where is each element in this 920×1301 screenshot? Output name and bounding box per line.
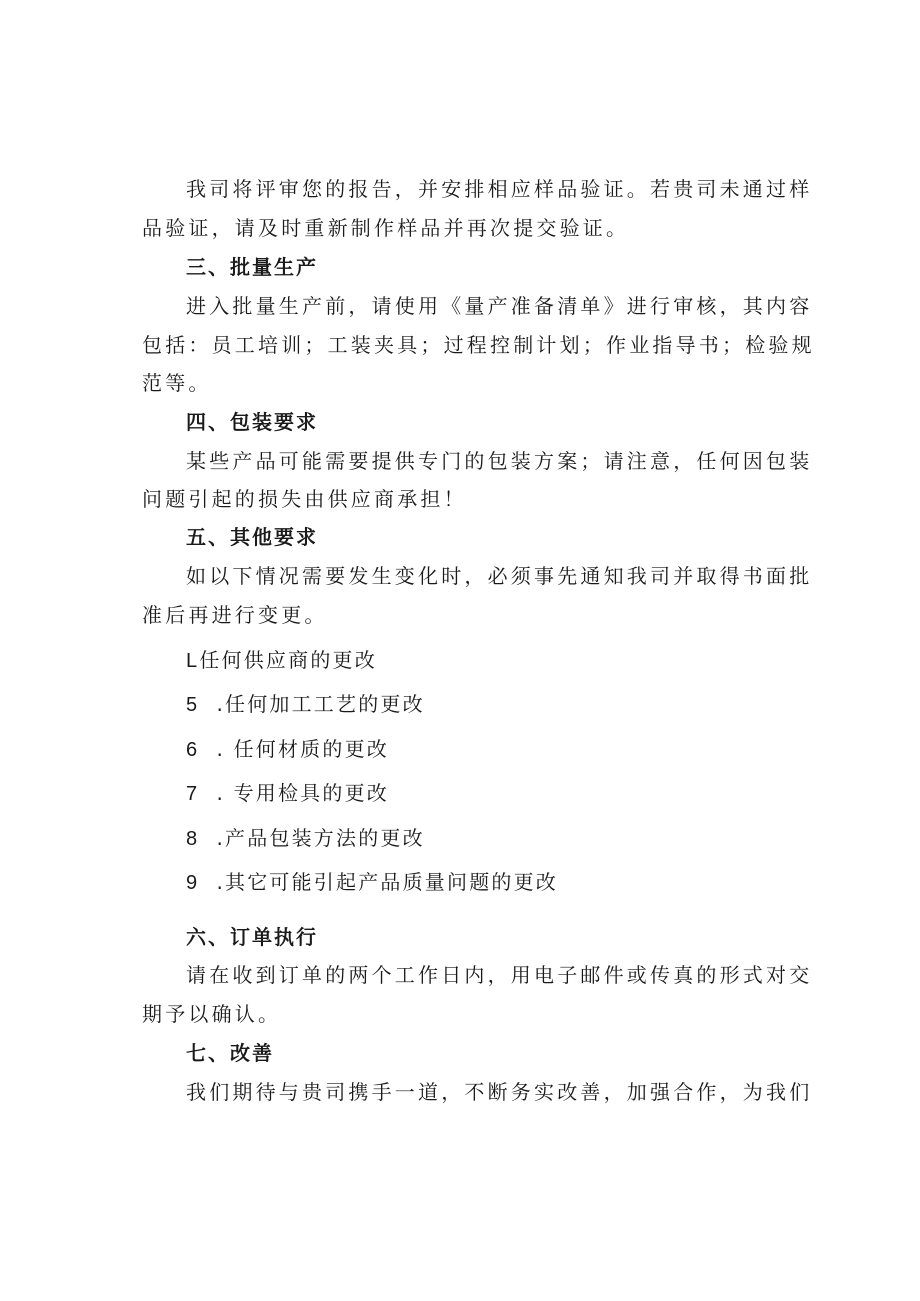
list-item-number: 8	[186, 828, 200, 850]
list-item-text: . 专用检具的更改	[216, 781, 389, 805]
section4-line-1: 某些产品可能需要提供专门的包装方案；请注意，任何因包装	[186, 449, 813, 473]
section7-line-1: 我们期待与贵司携手一道，不断务实改善，加强合作，为我们	[186, 1080, 813, 1104]
section6-line-2: 期予以确认。	[142, 1002, 282, 1026]
list-item-text: .其它可能引起产品质量问题的更改	[216, 870, 559, 894]
section3-line-1: 进入批量生产前，请使用《量产准备清单》进行审核，其内容	[186, 294, 813, 318]
list-item-number: 7	[186, 783, 200, 805]
section3-line-3: 范等。	[142, 371, 212, 395]
section3-line-2: 包括：员工培训；工装夹具；过程控制计划；作业指导书；检验规	[142, 333, 815, 357]
section5-line-1: 如以下情况需要发生变化时，必须事先通知我司并取得书面批	[186, 564, 813, 588]
list-item-number: 9	[186, 872, 200, 894]
list-item-text: .产品包装方法的更改	[216, 826, 425, 850]
list-item	[186, 780, 389, 807]
list-item	[186, 647, 377, 674]
list-item-text: . 任何材质的更改	[216, 737, 389, 761]
section5-line-2: 准后再进行变更。	[142, 603, 328, 627]
list-item	[186, 736, 389, 763]
list-item-number: 6	[186, 739, 200, 761]
section6-line-1: 请在收到订单的两个工作日内，用电子邮件或传真的形式对交	[186, 963, 813, 987]
section4-line-2: 问题引起的损失由供应商承担！	[142, 487, 467, 511]
section5-heading: 五、其他要求	[186, 525, 318, 549]
section7-heading: 七、改善	[186, 1041, 274, 1065]
list-item-text: 任何供应商的更改	[199, 648, 377, 672]
list-item	[186, 691, 425, 718]
section4-heading: 四、包装要求	[186, 410, 318, 434]
section2-tail-line-1: 我司将评审您的报告，并安排相应样品验证。若贵司未通过样	[186, 177, 813, 201]
list-item	[186, 869, 558, 896]
section3-heading: 三、批量生产	[186, 255, 318, 279]
list-item-number: 5	[186, 694, 200, 716]
list-item-number: L	[186, 650, 200, 672]
list-item-text: .任何加工工艺的更改	[216, 692, 425, 716]
section6-heading: 六、订单执行	[186, 925, 318, 949]
list-item	[186, 825, 425, 852]
section2-tail-line-2: 品验证，请及时重新制作样品并再次提交验证。	[142, 216, 630, 240]
